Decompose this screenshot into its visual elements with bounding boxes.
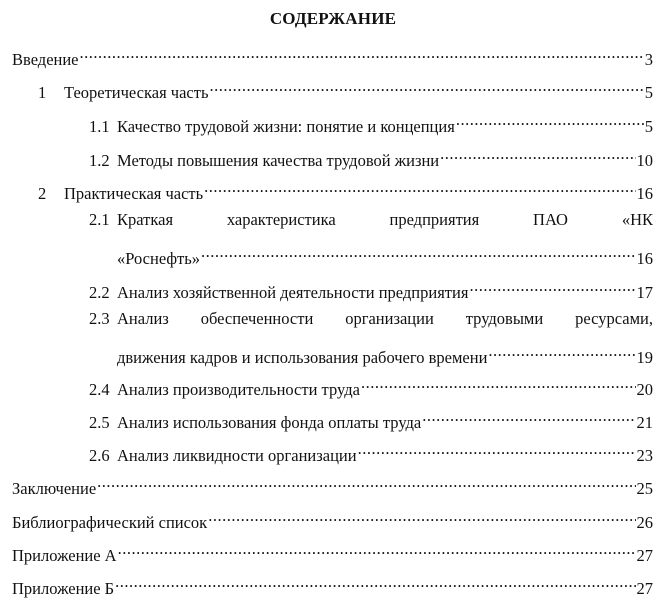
- toc-page-number: 23: [636, 446, 653, 465]
- toc-number: 2.4: [89, 380, 110, 399]
- toc-label: Анализ ликвидности организации: [117, 446, 357, 465]
- dot-leader: [358, 437, 636, 461]
- toc-label: Приложение Б: [12, 579, 115, 598]
- dot-leader: [422, 404, 635, 428]
- toc-number: 1.2: [89, 151, 110, 170]
- toc-number: 2: [38, 184, 47, 203]
- toc-label: Качество трудовой жизни: понятие и концепция: [117, 117, 455, 136]
- toc-entry-appendix-a[interactable]: [0, 537, 666, 565]
- dot-leader: [440, 142, 635, 166]
- toc-entry-2-4[interactable]: [0, 371, 666, 399]
- toc-label-line1: [117, 307, 653, 331]
- dot-leader: [456, 108, 644, 132]
- toc-page-number: 5: [644, 117, 653, 136]
- toc-page-number: 19: [636, 348, 653, 367]
- toc-page-number: 10: [636, 151, 653, 170]
- toc-label-line2: движения кадров и использования рабочего времени: [117, 348, 488, 367]
- toc-label: Введение: [12, 50, 79, 69]
- toc-entry-part2[interactable]: [0, 175, 666, 203]
- toc-entry-1-2[interactable]: [0, 142, 666, 170]
- toc-page-number: 27: [636, 546, 653, 565]
- toc-word: характеристика: [226, 210, 336, 229]
- toc-page-number: 16: [636, 184, 653, 203]
- toc-number: 2.6: [89, 446, 110, 465]
- toc-word: «НК: [621, 210, 653, 229]
- toc-label: Заключение: [12, 479, 97, 498]
- dot-leader: [201, 240, 635, 264]
- toc-label: Анализ хозяйственной деятельности предприятия: [117, 283, 469, 302]
- toc-entry-conclusion[interactable]: [0, 470, 666, 498]
- toc-word: Краткая: [117, 210, 174, 229]
- toc-page-number: 26: [636, 513, 653, 532]
- toc-word: ресурсами,: [575, 309, 653, 328]
- toc-entry-intro[interactable]: [0, 41, 666, 69]
- toc-page-number: 25: [636, 479, 653, 498]
- toc-label: Библиографический список: [12, 513, 208, 532]
- toc-page-number: 27: [636, 579, 653, 598]
- toc-number: 2.1: [89, 210, 110, 229]
- toc-entry-2-5[interactable]: [0, 404, 666, 432]
- dot-leader: [209, 74, 643, 98]
- page-title: СОДЕРЖАНИЕ: [269, 9, 397, 28]
- toc-page-number: 5: [644, 83, 653, 102]
- toc-label: Приложение А: [12, 546, 117, 565]
- toc-entry-bibliography[interactable]: [0, 504, 666, 532]
- toc-label-line2: «Роснефть»: [117, 249, 201, 268]
- dot-leader: [118, 537, 636, 561]
- toc-number: 2.3: [89, 309, 110, 328]
- toc-page-number: 3: [644, 50, 653, 69]
- toc-page-number: 16: [636, 249, 653, 268]
- toc-entry-part1[interactable]: [0, 74, 666, 102]
- toc-entry-2-3[interactable]: [0, 307, 666, 331]
- toc-label: Анализ производительности труда: [117, 380, 360, 399]
- toc-number: 1.1: [89, 117, 110, 136]
- dot-leader: [208, 504, 635, 528]
- toc-entry-2-1[interactable]: [0, 208, 666, 232]
- toc-label: Анализ использования фонда оплаты труда: [117, 413, 422, 432]
- dot-leader: [204, 175, 635, 199]
- toc-word: обеспеченности: [200, 309, 314, 328]
- dot-leader: [115, 570, 635, 594]
- dot-leader: [97, 470, 635, 494]
- toc-word: ПАО: [533, 210, 568, 229]
- toc-entry-2-3-cont[interactable]: [0, 339, 666, 367]
- toc-word: Анализ: [117, 309, 169, 328]
- toc-word: трудовыми: [465, 309, 544, 328]
- dot-leader: [488, 339, 635, 363]
- dot-leader: [80, 41, 644, 65]
- toc-label: Теоретическая часть: [64, 83, 209, 102]
- toc-page-number: 21: [636, 413, 653, 432]
- toc-word: организации: [345, 309, 434, 328]
- toc-entry-appendix-b[interactable]: [0, 570, 666, 598]
- toc-page-number: 20: [636, 380, 653, 399]
- toc-entry-2-6[interactable]: [0, 437, 666, 465]
- toc-entry-2-2[interactable]: [0, 274, 666, 302]
- toc-number: 1: [38, 83, 47, 102]
- toc-word: предприятия: [389, 210, 480, 229]
- toc-label: Практическая часть: [64, 184, 204, 203]
- dot-leader: [361, 371, 636, 395]
- toc-page-number: 17: [636, 283, 653, 302]
- toc-label: Методы повышения качества трудовой жизни: [117, 151, 440, 170]
- toc-entry-2-1-cont[interactable]: [0, 240, 666, 268]
- toc-label-line1: [117, 208, 653, 232]
- toc-entry-1-1[interactable]: [0, 108, 666, 136]
- toc-number: 2.5: [89, 413, 110, 432]
- dot-leader: [469, 274, 635, 298]
- toc-number: 2.2: [89, 283, 110, 302]
